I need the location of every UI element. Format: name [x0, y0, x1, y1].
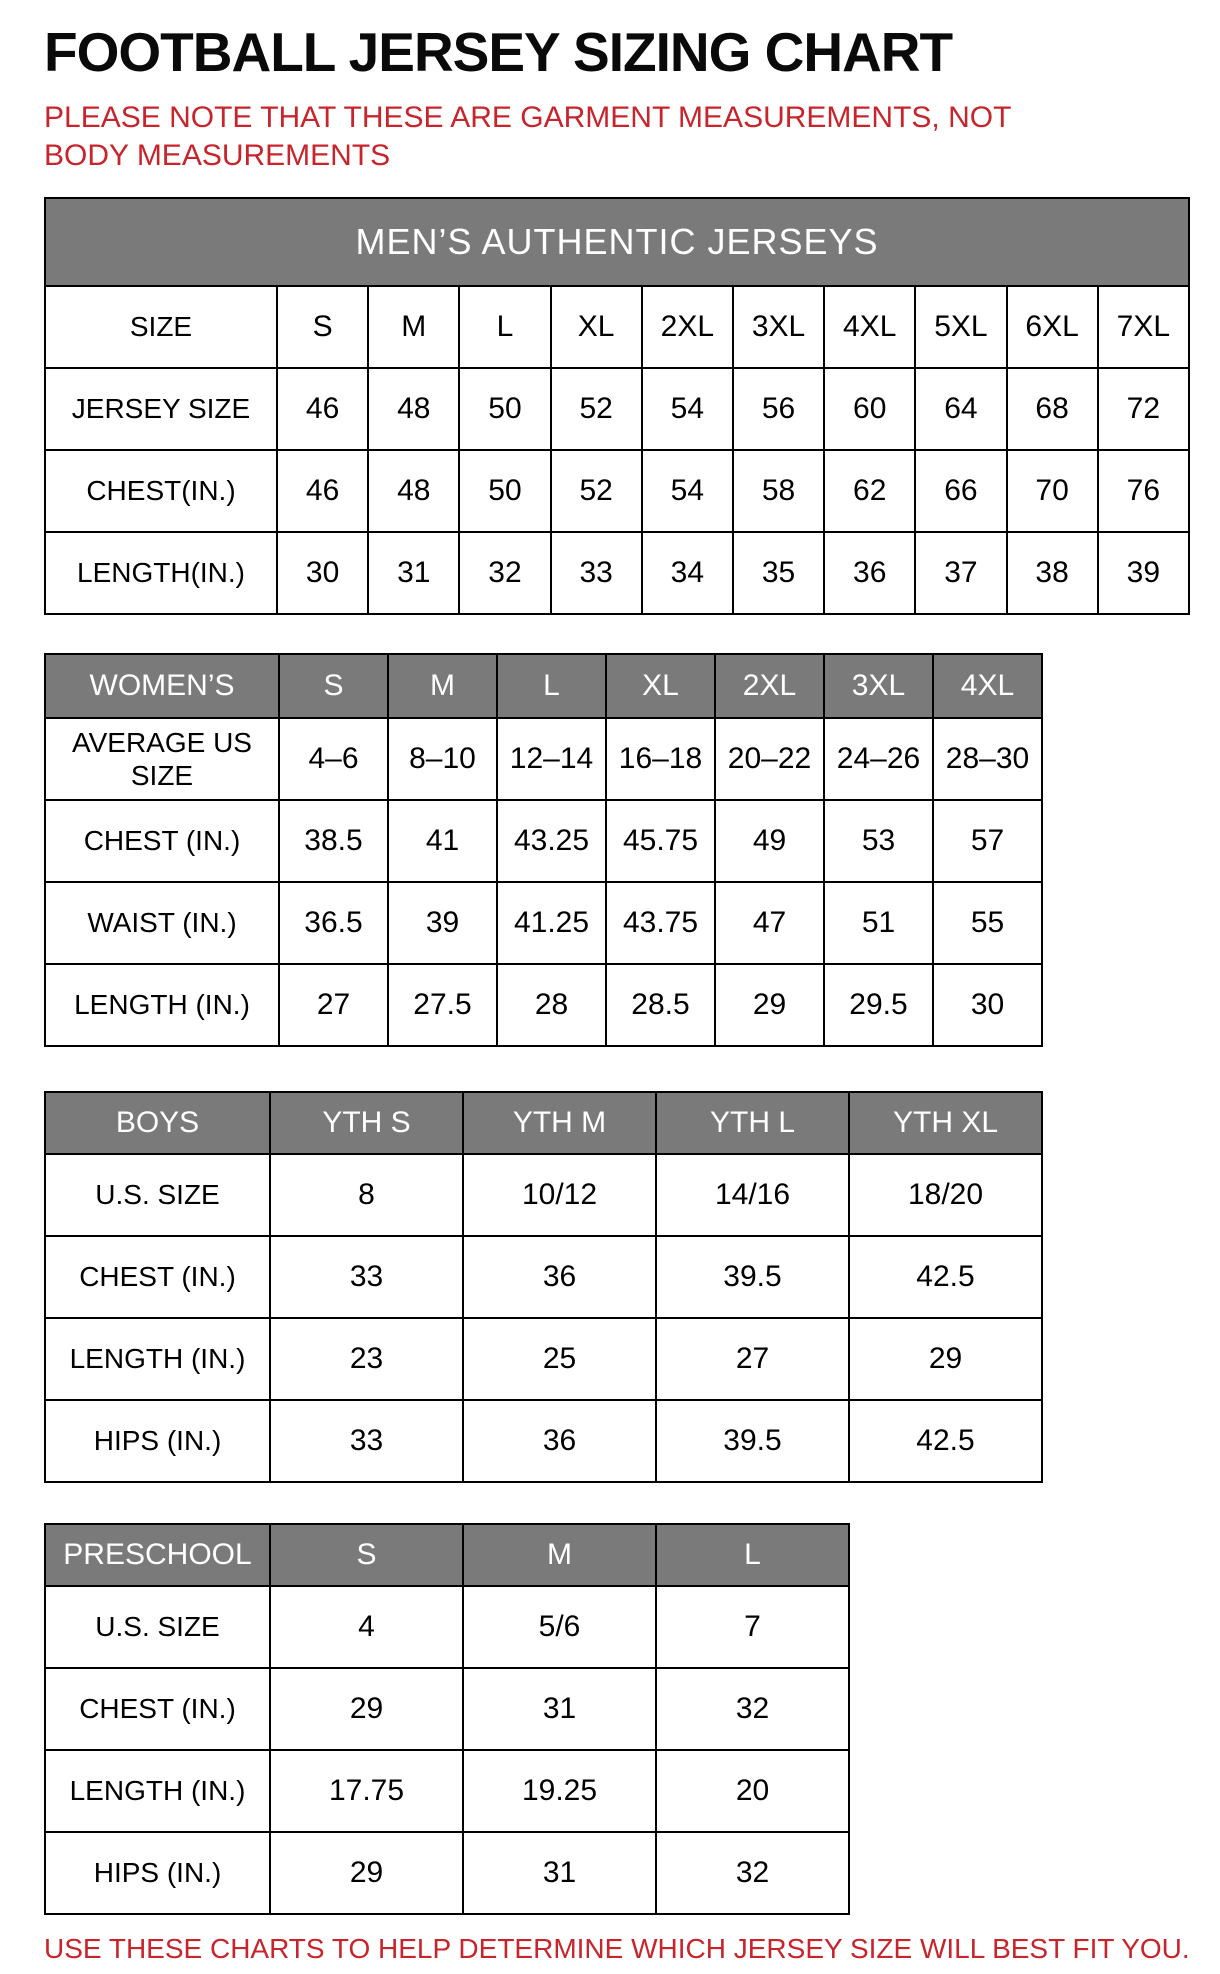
boys-row-label: HIPS (IN.): [45, 1400, 270, 1482]
womens-table-row: [45, 964, 1042, 1046]
mens-cell: 34: [642, 532, 733, 614]
womens-cell: 47: [715, 882, 824, 964]
mens-cell: 3XL: [733, 286, 824, 368]
preschool-cell: 31: [463, 1832, 656, 1914]
mens-cell: 48: [368, 368, 459, 450]
womens-size-header: XL: [606, 654, 715, 718]
womens-size-header: 2XL: [715, 654, 824, 718]
mens-cell: M: [368, 286, 459, 368]
mens-cell: 46: [277, 368, 368, 450]
mens-row-label: LENGTH(IN.): [45, 532, 277, 614]
boys-cell: 10/12: [463, 1154, 656, 1236]
womens-cell: 28.5: [606, 964, 715, 1046]
womens-cell: 57: [933, 800, 1042, 882]
boys-cell: 14/16: [656, 1154, 849, 1236]
boys-table-row: [45, 1318, 1042, 1400]
womens-cell: 38.5: [279, 800, 388, 882]
boys-cell: 39.5: [656, 1236, 849, 1318]
womens-cell: 43.75: [606, 882, 715, 964]
boys-cell: 42.5: [849, 1236, 1042, 1318]
preschool-row-label: HIPS (IN.): [45, 1832, 270, 1914]
mens-cell: 6XL: [1007, 286, 1098, 368]
mens-table-row: [45, 368, 1189, 450]
preschool-header-row: [45, 1524, 849, 1586]
womens-size-header: 3XL: [824, 654, 933, 718]
womens-table-row: [45, 800, 1042, 882]
womens-cell: 27: [279, 964, 388, 1046]
preschool-cell: 5/6: [463, 1586, 656, 1668]
preschool-cell: 4: [270, 1586, 463, 1668]
garment-measurement-note: PLEASE NOTE THAT THESE ARE GARMENT MEASUREMENTS, NOT BODY MEASUREMENTS: [44, 100, 1011, 172]
boys-cell: 39.5: [656, 1400, 849, 1482]
mens-cell: S: [277, 286, 368, 368]
preschool-cell: 29: [270, 1832, 463, 1914]
preschool-cell: 32: [656, 1668, 849, 1750]
boys-cell: 42.5: [849, 1400, 1042, 1482]
boys-table-row: [45, 1236, 1042, 1318]
preschool-size-header: S: [270, 1524, 463, 1586]
mens-cell: 66: [915, 450, 1006, 532]
mens-cell: 48: [368, 450, 459, 532]
boys-cell: 29: [849, 1318, 1042, 1400]
boys-table-row: [45, 1400, 1042, 1482]
mens-cell: 37: [915, 532, 1006, 614]
mens-cell: L: [459, 286, 550, 368]
mens-cell: 4XL: [824, 286, 915, 368]
boys-size-header: YTH XL: [849, 1092, 1042, 1154]
page-title: FOOTBALL JERSEY SIZING CHART: [44, 21, 953, 83]
womens-cell: 20–22: [715, 718, 824, 800]
preschool-table-row: [45, 1750, 849, 1832]
mens-row-label: JERSEY SIZE: [45, 368, 277, 450]
womens-table-row: [45, 882, 1042, 964]
boys-cell: 25: [463, 1318, 656, 1400]
womens-size-header: M: [388, 654, 497, 718]
womens-cell: 29: [715, 964, 824, 1046]
mens-cell: 32: [459, 532, 550, 614]
womens-size-header: S: [279, 654, 388, 718]
mens-cell: 35: [733, 532, 824, 614]
boys-cell: 18/20: [849, 1154, 1042, 1236]
preschool-cell: 32: [656, 1832, 849, 1914]
boys-table-row: [45, 1154, 1042, 1236]
mens-cell: 54: [642, 368, 733, 450]
mens-table-row: [45, 286, 1189, 368]
womens-sizing-table: [44, 653, 1043, 1047]
boys-cell: 27: [656, 1318, 849, 1400]
preschool-cell: 17.75: [270, 1750, 463, 1832]
mens-cell: 31: [368, 532, 459, 614]
womens-cell: 55: [933, 882, 1042, 964]
preschool-row-label: LENGTH (IN.): [45, 1750, 270, 1832]
preschool-table-row: [45, 1586, 849, 1668]
womens-header-row: [45, 654, 1042, 718]
womens-row-label: AVERAGE US SIZE: [45, 718, 279, 800]
womens-cell: 16–18: [606, 718, 715, 800]
mens-table-row: [45, 450, 1189, 532]
womens-size-header: L: [497, 654, 606, 718]
mens-cell: 76: [1098, 450, 1189, 532]
womens-cell: 41: [388, 800, 497, 882]
mens-table-title: MEN’S AUTHENTIC JERSEYS: [45, 198, 1189, 286]
mens-cell: 33: [551, 532, 642, 614]
womens-cell: 24–26: [824, 718, 933, 800]
mens-cell: 52: [551, 368, 642, 450]
womens-cell: 49: [715, 800, 824, 882]
mens-cell: 70: [1007, 450, 1098, 532]
womens-cell: 39: [388, 882, 497, 964]
womens-cell: 45.75: [606, 800, 715, 882]
womens-cell: 29.5: [824, 964, 933, 1046]
mens-cell: 5XL: [915, 286, 1006, 368]
mens-cell: 50: [459, 450, 550, 532]
boys-cell: 36: [463, 1400, 656, 1482]
mens-cell: 52: [551, 450, 642, 532]
mens-title-row: [45, 198, 1189, 286]
boys-row-label: LENGTH (IN.): [45, 1318, 270, 1400]
womens-size-header: 4XL: [933, 654, 1042, 718]
mens-row-label: CHEST(IN.): [45, 450, 277, 532]
womens-header-label: WOMEN’S: [45, 654, 279, 718]
mens-cell: 2XL: [642, 286, 733, 368]
mens-cell: 60: [824, 368, 915, 450]
boys-cell: 8: [270, 1154, 463, 1236]
preschool-row-label: U.S. SIZE: [45, 1586, 270, 1668]
womens-cell: 51: [824, 882, 933, 964]
mens-authentic-jerseys-table: [44, 197, 1190, 615]
preschool-size-header: L: [656, 1524, 849, 1586]
mens-table-row: [45, 532, 1189, 614]
preschool-row-label: CHEST (IN.): [45, 1668, 270, 1750]
womens-cell: 28: [497, 964, 606, 1046]
mens-cell: 58: [733, 450, 824, 532]
preschool-size-header: M: [463, 1524, 656, 1586]
womens-row-label: CHEST (IN.): [45, 800, 279, 882]
mens-cell: 38: [1007, 532, 1098, 614]
mens-cell: 62: [824, 450, 915, 532]
fit-advice-note: USE THESE CHARTS TO HELP DETERMINE WHICH JERSEY SIZE WILL BEST FIT YOU.: [44, 1932, 1190, 1964]
preschool-cell: 31: [463, 1668, 656, 1750]
boys-size-header: YTH M: [463, 1092, 656, 1154]
preschool-cell: 19.25: [463, 1750, 656, 1832]
mens-cell: 39: [1098, 532, 1189, 614]
mens-cell: 36: [824, 532, 915, 614]
preschool-table-row: [45, 1668, 849, 1750]
womens-cell: 41.25: [497, 882, 606, 964]
mens-cell: 50: [459, 368, 550, 450]
boys-header-label: BOYS: [45, 1092, 270, 1154]
boys-size-header: YTH S: [270, 1092, 463, 1154]
mens-cell: 64: [915, 368, 1006, 450]
preschool-sizing-table: [44, 1523, 850, 1915]
boys-cell: 23: [270, 1318, 463, 1400]
boys-row-label: CHEST (IN.): [45, 1236, 270, 1318]
mens-cell: 30: [277, 532, 368, 614]
womens-table-row: [45, 718, 1042, 800]
womens-cell: 4–6: [279, 718, 388, 800]
preschool-table-row: [45, 1832, 849, 1914]
womens-cell: 36.5: [279, 882, 388, 964]
womens-cell: 8–10: [388, 718, 497, 800]
womens-cell: 30: [933, 964, 1042, 1046]
mens-cell: 54: [642, 450, 733, 532]
mens-cell: 72: [1098, 368, 1189, 450]
womens-cell: 53: [824, 800, 933, 882]
boys-sizing-table: [44, 1091, 1043, 1483]
mens-cell: 7XL: [1098, 286, 1189, 368]
boys-size-header: YTH L: [656, 1092, 849, 1154]
preschool-cell: 29: [270, 1668, 463, 1750]
boys-cell: 33: [270, 1236, 463, 1318]
boys-cell: 33: [270, 1400, 463, 1482]
boys-cell: 36: [463, 1236, 656, 1318]
preschool-cell: 7: [656, 1586, 849, 1668]
womens-cell: 28–30: [933, 718, 1042, 800]
mens-cell: 68: [1007, 368, 1098, 450]
mens-cell: XL: [551, 286, 642, 368]
boys-row-label: U.S. SIZE: [45, 1154, 270, 1236]
womens-row-label: LENGTH (IN.): [45, 964, 279, 1046]
mens-cell: 46: [277, 450, 368, 532]
womens-row-label: WAIST (IN.): [45, 882, 279, 964]
womens-cell: 43.25: [497, 800, 606, 882]
mens-cell: 56: [733, 368, 824, 450]
preschool-cell: 20: [656, 1750, 849, 1832]
preschool-header-label: PRESCHOOL: [45, 1524, 270, 1586]
womens-cell: 12–14: [497, 718, 606, 800]
boys-header-row: [45, 1092, 1042, 1154]
womens-cell: 27.5: [388, 964, 497, 1046]
mens-row-label: SIZE: [45, 286, 277, 368]
